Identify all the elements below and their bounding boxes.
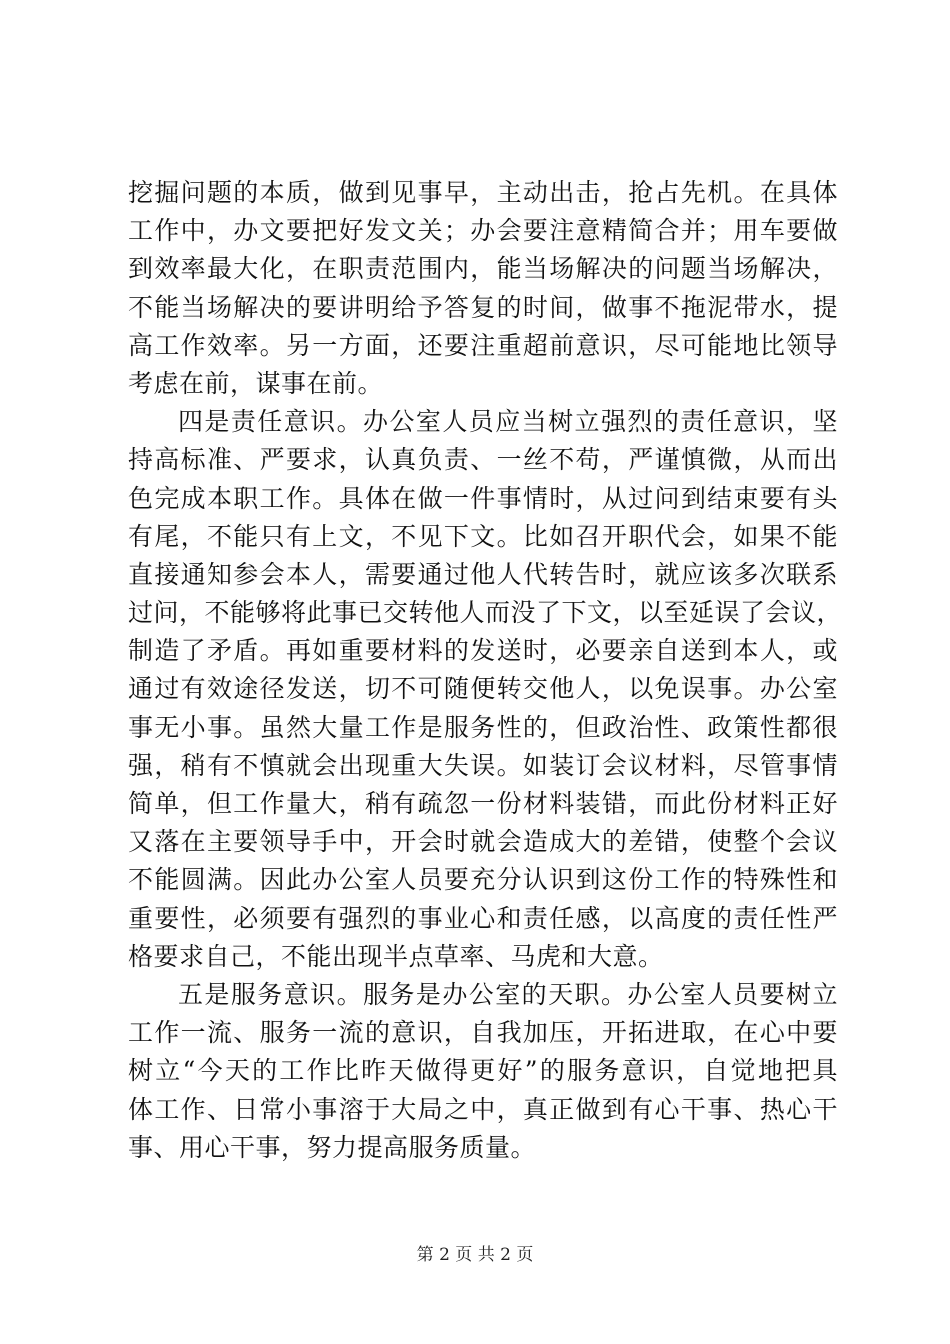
text-line: 格要求自己，不能出现半点草率、马虎和大意。 [128, 941, 664, 971]
text-line: 工作一流、服务一流的意识，自我加压，开拓进取，在心中要 [128, 1018, 838, 1048]
text-line: 重要性，必须要有强烈的事业心和责任感，以高度的责任性严 [128, 903, 838, 933]
text-line: 工作中，办文要把好发文关；办会要注意精简合并；用车要做 [128, 216, 838, 246]
document-body [128, 174, 843, 1167]
text-line: 过问，不能够将此事已交转他人而没了下文，以至延误了会议， [128, 598, 843, 628]
text-line: 挖掘问题的本质，做到见事早，主动出击，抢占先机。在具体 [128, 178, 838, 207]
text-line: 强，稍有不慎就会出现重大失误。如装订会议材料，尽管事情 [128, 750, 838, 780]
text-line: 不能圆满。因此办公室人员要充分认识到这份工作的特殊性和 [128, 865, 838, 895]
text-line: 四是责任意识。办公室人员应当树立强烈的责任意识，坚 [178, 407, 838, 437]
text-line: 考虑在前，谋事在前。 [128, 368, 384, 398]
text-line: 简单，但工作量大，稍有疏忽一份材料装错，而此份材料正好 [128, 789, 838, 818]
text-line: 持高标准、严要求，认真负责、一丝不苟，严谨慎微，从而出 [128, 445, 838, 475]
text-line: 事、用心干事，努力提高服务质量。 [128, 1132, 537, 1162]
text-line: 五是服务意识。服务是办公室的天职。办公室人员要树立 [178, 979, 838, 1009]
text-line: 直接通知参会本人，需要通过他人代转告时，就应该多次联系 [128, 559, 838, 589]
text-line: 色完成本职工作。具体在做一件事情时，从过问到结束要有头 [128, 483, 838, 513]
text-line: 通过有效途径发送，切不可随便转交他人，以免误事。办公室 [128, 674, 838, 704]
text-line: 制造了矛盾。再如重要材料的发送时，必要亲自送到本人，或 [128, 636, 838, 666]
page-footer: 第 2 页 共 2 页 [416, 1245, 534, 1265]
text-line: 体工作、日常小事溶于大局之中，真正做到有心干事、热心干 [128, 1094, 838, 1124]
text-line: 事无小事。虽然大量工作是服务性的，但政治性、政策性都很 [128, 712, 838, 742]
text-line: 不能当场解决的要讲明给予答复的时间，做事不拖泥带水，提 [128, 292, 838, 322]
text-line: 有尾，不能只有上文，不见下文。比如召开职代会，如果不能 [128, 521, 838, 551]
text-line: 树立“今天的工作比昨天做得更好”的服务意识，自觉地把具 [128, 1056, 838, 1086]
text-line: 又落在主要领导手中，开会时就会造成大的差错，使整个会议 [128, 827, 838, 857]
text-line: 高工作效率。另一方面，还要注重超前意识，尽可能地比领导 [128, 330, 838, 360]
text-line: 到效率最大化，在职责范围内，能当场解决的问题当场解决， [128, 254, 838, 284]
